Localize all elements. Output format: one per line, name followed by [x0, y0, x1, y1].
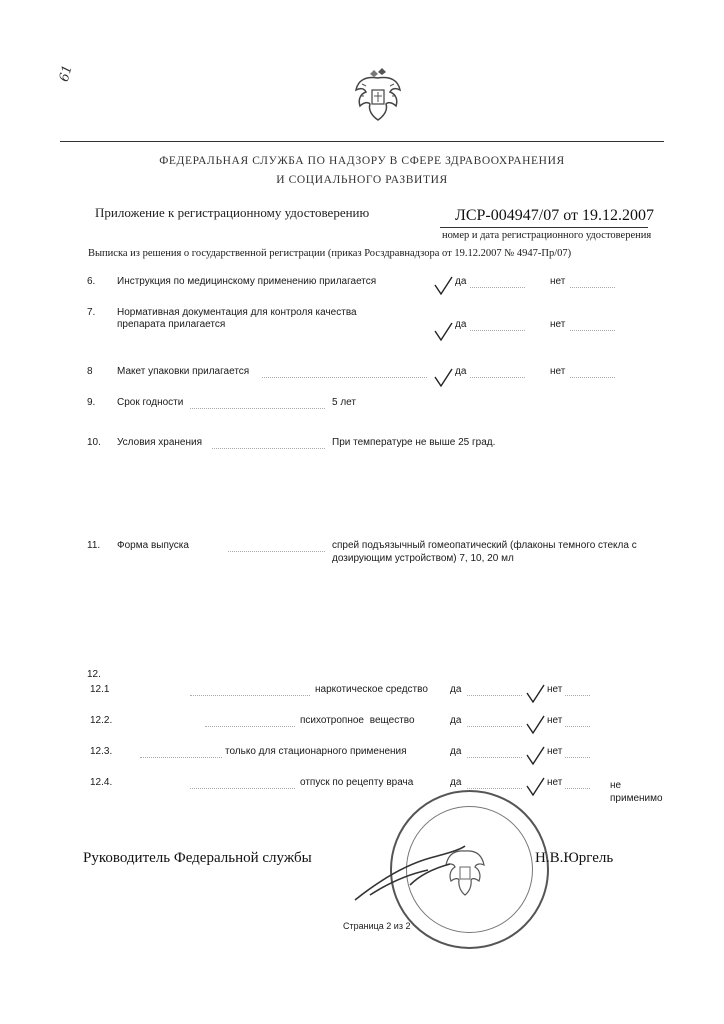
- row-10-value: При температуре не выше 25 град.: [332, 437, 496, 448]
- registration-caption: номер и дата регистрационного удостоверения: [442, 230, 652, 241]
- dotted-leader: [212, 448, 325, 449]
- coat-of-arms-emblem: [352, 66, 404, 126]
- row-6-no: нет: [550, 276, 566, 287]
- row-12-1-label: наркотическое средство: [315, 684, 428, 695]
- dotted-leader: [570, 377, 615, 378]
- dotted-leader: [470, 330, 525, 331]
- dotted-leader: [262, 377, 427, 378]
- row-6-label: Инструкция по медицинскому применению прилагается: [117, 276, 377, 287]
- row-12-1-no: нет: [547, 684, 563, 695]
- dotted-leader: [565, 788, 590, 789]
- row-8-number: 8: [87, 366, 93, 377]
- row-9-value: 5 лет: [332, 397, 356, 408]
- agency-name-line1: ФЕДЕРАЛЬНАЯ СЛУЖБА ПО НАДЗОРУ В СФЕРЕ ЗДРАВООХРАНЕНИЯ: [159, 155, 565, 167]
- checkmark-icon: [525, 746, 545, 766]
- row-11-value-line1: спрей подъязычный гомеопатический (флаконы темного стекла с: [332, 540, 637, 551]
- row-12-4-no: нет: [547, 777, 563, 788]
- dotted-leader: [190, 408, 325, 409]
- row-12-1-number: 12.1: [90, 684, 110, 695]
- dotted-leader: [228, 551, 325, 552]
- row-6-number: 6.: [87, 276, 96, 287]
- dotted-leader: [467, 757, 522, 758]
- row-12-number: 12.: [87, 669, 101, 680]
- not-applicable-line2: применимо: [610, 793, 663, 804]
- row-7-number: 7.: [87, 307, 96, 318]
- row-12-3-no: нет: [547, 746, 563, 757]
- row-9-number: 9.: [87, 397, 96, 408]
- checkmark-icon: [525, 715, 545, 735]
- page-number: Страница 2 из 2: [343, 921, 411, 931]
- dotted-leader: [140, 757, 222, 758]
- dotted-leader: [570, 287, 615, 288]
- row-7-no: нет: [550, 319, 566, 330]
- row-12-2-label: психотропное вещество: [300, 715, 415, 726]
- row-7-label-line1: Нормативная документация для контроля качества: [117, 307, 357, 318]
- row-12-4-label: отпуск по рецепту врача: [300, 777, 414, 788]
- row-11-label: Форма выпуска: [117, 540, 189, 551]
- row-12-2-no: нет: [547, 715, 563, 726]
- checkmark-icon: [433, 322, 453, 342]
- dotted-leader: [570, 330, 615, 331]
- handwritten-page-mark: 61: [56, 63, 76, 84]
- row-12-2-yes: да: [450, 715, 462, 726]
- row-10-label: Условия хранения: [117, 437, 203, 448]
- row-12-3-label: только для стационарного применения: [225, 746, 407, 757]
- dotted-leader: [467, 726, 522, 727]
- dotted-leader: [467, 788, 522, 789]
- row-9-label: Срок годности: [117, 397, 184, 408]
- dotted-leader: [190, 695, 310, 696]
- row-7-label-line2: препарата прилагается: [117, 319, 226, 330]
- row-11-number: 11.: [87, 540, 101, 551]
- row-8-label: Макет упаковки прилагается: [117, 366, 250, 377]
- header-rule: [60, 141, 664, 142]
- row-6-yes: да: [455, 276, 467, 287]
- row-12-1-yes: да: [450, 684, 462, 695]
- row-8-no: нет: [550, 366, 566, 377]
- dotted-leader: [565, 695, 590, 696]
- row-8-yes: да: [455, 366, 467, 377]
- row-12-3-number: 12.3.: [90, 746, 113, 757]
- row-12-3-yes: да: [450, 746, 462, 757]
- dotted-leader: [470, 377, 525, 378]
- decision-extract: Выписка из решения о государственной регистрации (приказ Росздравнадзора от 19.12.2007 № 4947-Пр/07): [88, 248, 572, 259]
- dotted-leader: [190, 788, 295, 789]
- checkmark-icon: [525, 684, 545, 704]
- row-10-number: 10.: [87, 437, 101, 448]
- dotted-leader: [205, 726, 295, 727]
- dotted-leader: [470, 287, 525, 288]
- row-11-value-line2: дозирующим устройством) 7, 10, 20 мл: [332, 553, 514, 564]
- signature: [350, 840, 470, 910]
- appendix-title: Приложение к регистрационному удостоверению: [95, 205, 370, 220]
- dotted-leader: [565, 726, 590, 727]
- agency-name-line2: И СОЦИАЛЬНОГО РАЗВИТИЯ: [276, 174, 448, 186]
- registration-number-underline: [440, 227, 648, 228]
- head-of-service-name: Н.В.Юргель: [535, 850, 614, 866]
- registration-number: ЛСР-004947/07 от 19.12.2007: [455, 207, 654, 224]
- head-of-service-title: Руководитель Федеральной службы: [83, 850, 312, 866]
- not-applicable-line1: не: [610, 780, 622, 791]
- checkmark-icon: [433, 276, 453, 296]
- row-7-yes: да: [455, 319, 467, 330]
- row-12-4-yes: да: [450, 777, 462, 788]
- checkmark-icon: [525, 777, 545, 797]
- dotted-leader: [565, 757, 590, 758]
- dotted-leader: [467, 695, 522, 696]
- checkmark-icon: [433, 368, 453, 388]
- row-12-4-number: 12.4.: [90, 777, 113, 788]
- row-12-2-number: 12.2.: [90, 715, 113, 726]
